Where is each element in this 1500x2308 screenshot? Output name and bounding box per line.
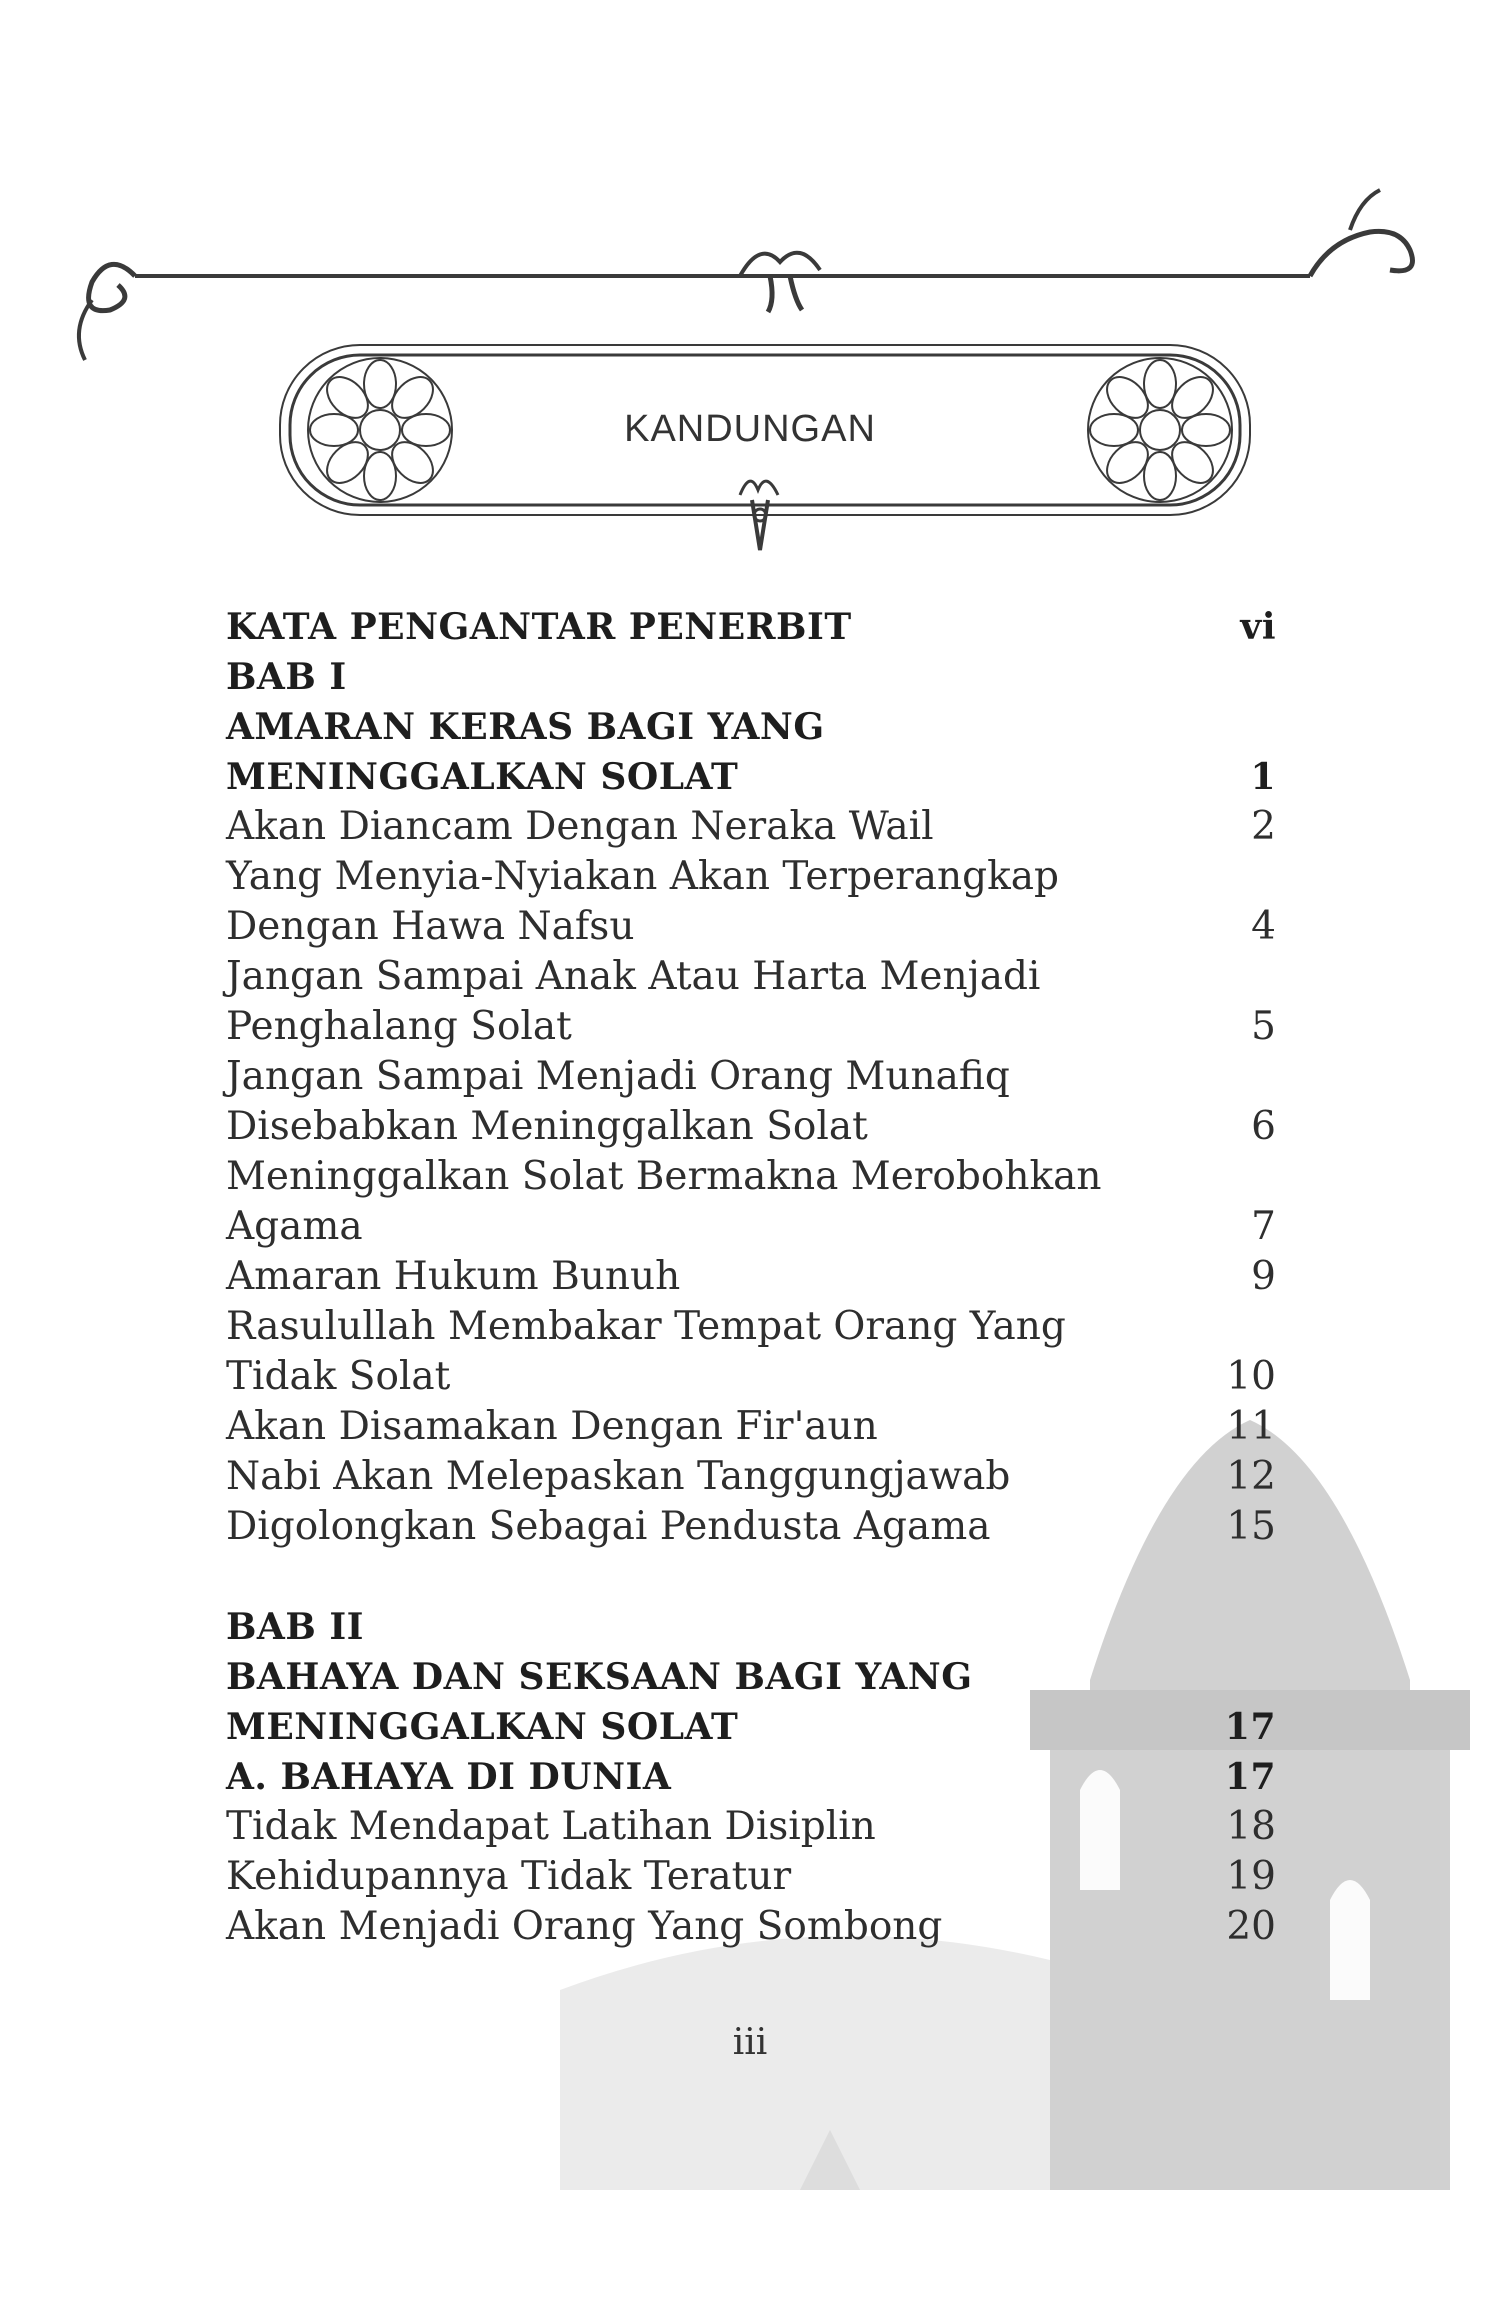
- toc-entry: [226, 1802, 1276, 1852]
- toc-entry-title: BAHAYA DAN SEKSAAN BAGI YANG: [226, 1656, 973, 1698]
- toc-entry: [226, 602, 1276, 652]
- toc-entry-page: 20: [1226, 1904, 1276, 1949]
- toc-chapter-heading: [226, 1602, 1276, 1652]
- toc-entry-title: MENINGGALKAN SOLAT: [226, 1706, 739, 1748]
- toc-entry-title: Tidak Solat: [226, 1354, 451, 1399]
- toc-entry-title: Tidak Mendapat Latihan Disiplin: [226, 1804, 876, 1849]
- toc-entry: [226, 1252, 1276, 1302]
- toc-entry-page: 4: [1251, 904, 1276, 949]
- toc-entry-page: 6: [1251, 1104, 1276, 1149]
- toc-entry-title: BAB I: [226, 656, 347, 698]
- toc-entry-page: 1: [1250, 756, 1276, 798]
- toc-entry-title: Akan Diancam Dengan Neraka Wail: [226, 804, 934, 849]
- toc-entry-page: 7: [1251, 1204, 1276, 1249]
- toc-entry-page: 2: [1251, 804, 1276, 849]
- toc-chapter-heading: [226, 702, 1276, 752]
- toc-entry-title: A. BAHAYA DI DUNIA: [226, 1756, 672, 1798]
- toc-entry-page: 5: [1251, 1004, 1276, 1049]
- toc-entry-title: Meninggalkan Solat Bermakna Merobohkan: [226, 1154, 1102, 1199]
- toc-entry: [226, 1052, 1276, 1102]
- toc-entry-page: 9: [1251, 1254, 1276, 1299]
- toc-entry: [226, 902, 1276, 952]
- toc-entry-title: Akan Menjadi Orang Yang Sombong: [226, 1904, 943, 1949]
- section-spacer: [226, 1552, 1276, 1602]
- toc-entry: [226, 952, 1276, 1002]
- table-of-contents: [226, 602, 1276, 1952]
- toc-entry-page: 17: [1224, 1706, 1276, 1748]
- toc-entry-page: 18: [1226, 1804, 1276, 1849]
- toc-entry-title: BAB II: [226, 1606, 364, 1648]
- toc-entry-title: Penghalang Solat: [226, 1004, 572, 1049]
- contents-heading: KANDUNGAN: [624, 408, 876, 450]
- toc-entry: [226, 802, 1276, 852]
- toc-entry: [226, 1302, 1276, 1352]
- toc-entry-page: vi: [1240, 606, 1276, 648]
- toc-entry-title: KATA PENGANTAR PENERBIT: [226, 606, 852, 648]
- toc-entry-title: Kehidupannya Tidak Teratur: [226, 1854, 792, 1899]
- toc-entry: [226, 1852, 1276, 1902]
- toc-entry: [226, 1402, 1276, 1452]
- toc-entry-title: Jangan Sampai Menjadi Orang Munafiq: [226, 1054, 1010, 1099]
- toc-entry-page: 10: [1226, 1354, 1276, 1399]
- toc-entry-title: MENINGGALKAN SOLAT: [226, 756, 739, 798]
- toc-entry-title: Digolongkan Sebagai Pendusta Agama: [226, 1504, 991, 1549]
- toc-entry: [226, 852, 1276, 902]
- toc-entry-page: 12: [1226, 1454, 1276, 1499]
- toc-entry-title: Amaran Hukum Bunuh: [226, 1254, 681, 1299]
- header-ornament: [0, 0, 1500, 600]
- toc-chapter-heading: [226, 1702, 1276, 1752]
- toc-entry: [226, 1452, 1276, 1502]
- toc-chapter-heading: [226, 1652, 1276, 1702]
- toc-entry-page: 11: [1226, 1404, 1276, 1449]
- toc-entry-title: AMARAN KERAS BAGI YANG: [226, 706, 825, 748]
- toc-entry-title: Akan Disamakan Dengan Fir'aun: [226, 1404, 878, 1449]
- toc-entry-title: Disebabkan Meninggalkan Solat: [226, 1104, 868, 1149]
- toc-chapter-heading: [226, 652, 1276, 702]
- toc-entry: [226, 1352, 1276, 1402]
- toc-chapter-heading: [226, 752, 1276, 802]
- toc-entry-title: Nabi Akan Melepaskan Tanggungjawab: [226, 1454, 1011, 1499]
- toc-entry-title: Yang Menyia-Nyiakan Akan Terperangkap: [226, 854, 1059, 899]
- toc-section-heading: [226, 1752, 1276, 1802]
- toc-entry: [226, 1502, 1276, 1552]
- toc-entry-title: Jangan Sampai Anak Atau Harta Menjadi: [226, 954, 1041, 999]
- toc-entry-title: Rasulullah Membakar Tempat Orang Yang: [226, 1304, 1066, 1349]
- toc-entry: [226, 1002, 1276, 1052]
- toc-entry-title: Agama: [226, 1204, 363, 1249]
- page-number: iii: [732, 2022, 768, 2063]
- toc-entry-page: 17: [1224, 1756, 1276, 1798]
- toc-entry: [226, 1902, 1276, 1952]
- toc-entry: [226, 1152, 1276, 1202]
- toc-entry-page: 15: [1226, 1504, 1276, 1549]
- toc-entry: [226, 1202, 1276, 1252]
- toc-entry-title: Dengan Hawa Nafsu: [226, 904, 635, 949]
- toc-entry: [226, 1102, 1276, 1152]
- toc-entry-page: 19: [1226, 1854, 1276, 1899]
